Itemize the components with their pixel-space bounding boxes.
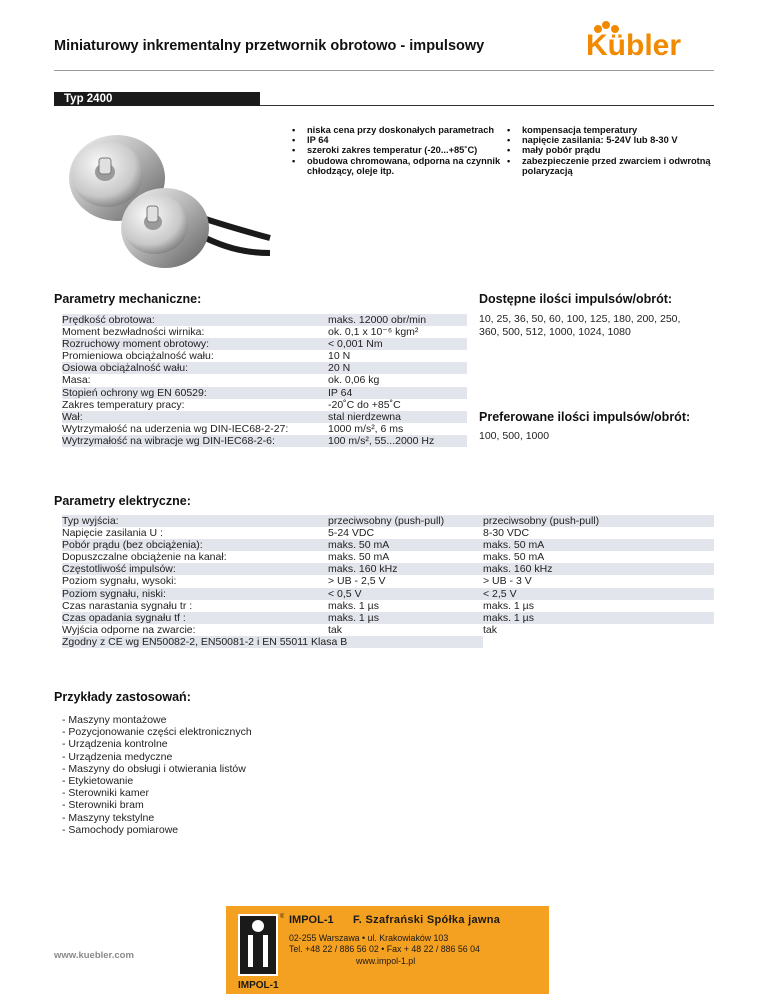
value-8-30v: tak <box>483 623 498 636</box>
company-full: F. Szafrański Spółka jawna <box>353 914 501 926</box>
value-5-24v: maks. 1 µs <box>328 612 483 624</box>
mechanical-table <box>62 314 467 447</box>
pulses-heading: Dostępne ilości impulsów/obrót: <box>479 292 673 306</box>
pulses-line: 10, 25, 36, 50, 60, 100, 125, 180, 200, 250, <box>479 313 681 325</box>
param-label: Częstotliwość impulsów: <box>62 563 328 575</box>
param-label: Czas narastania sygnału tr : <box>62 599 193 612</box>
table-row <box>62 411 467 423</box>
table-row <box>62 338 467 350</box>
param-label: Osiowa obciążalność wału: <box>62 362 328 374</box>
svg-text:®: ® <box>280 914 284 920</box>
value-5-24v: maks. 160 kHz <box>328 563 483 575</box>
value-5-24v: maks. 50 mA <box>328 551 390 564</box>
distributor-box <box>226 906 549 994</box>
param-value: ok. 0,1 x 10⁻⁶ kgm² <box>328 326 419 339</box>
param-value: ok. 0,06 kg <box>328 374 380 387</box>
pulses-list <box>479 313 680 339</box>
value-8-30v: maks. 50 mA <box>483 539 714 551</box>
param-label: Wytrzymałość na wibracje wg DIN-IEC68-2-6: <box>62 435 328 447</box>
value-8-30v: przeciwsobny (push-pull) <box>483 515 714 527</box>
value-5-24v: tak <box>328 623 343 636</box>
value-8-30v: maks. 50 mA <box>483 551 545 564</box>
website-link[interactable]: www.kuebler.com <box>54 950 134 961</box>
table-row <box>62 624 714 636</box>
electrical-table <box>62 515 714 648</box>
feature-item: • niska cena przy doskonałych parametrach <box>290 125 505 135</box>
param-label: Wytrzymałość na uderzenia wg DIN-IEC68-2-27: <box>62 422 289 435</box>
mechanical-heading: Parametry mechaniczne: <box>54 292 202 306</box>
product-photo <box>55 118 275 278</box>
application-item: - Sterowniki kamer <box>62 787 149 800</box>
table-row <box>62 362 467 374</box>
table-row <box>62 551 714 563</box>
application-item: - Urządzenia kontrolne <box>62 738 168 751</box>
application-item: - Urządzenia medyczne <box>62 750 173 763</box>
param-value: -20˚C do +85˚C <box>328 398 401 411</box>
param-label: Zakres temperatury pracy: <box>62 398 185 411</box>
param-label: Typ wyjścia: <box>62 515 328 527</box>
feature-item: • zabezpieczenie przed zwarciem i odwrotną polaryzacją <box>505 156 720 176</box>
param-label: Wał: <box>62 411 328 423</box>
table-row <box>62 575 714 587</box>
kubler-logo <box>584 20 714 60</box>
type-bar <box>54 92 714 106</box>
application-item: - Samochody pomiarowe <box>62 823 179 836</box>
electrical-heading: Parametry elektryczne: <box>54 494 191 508</box>
param-label: Poziom sygnału, niski: <box>62 588 328 600</box>
preferred-heading: Preferowane ilości impulsów/obrót: <box>479 410 691 424</box>
table-row <box>62 600 714 612</box>
table-row <box>62 527 714 539</box>
applications-heading: Przykłady zastosowań: <box>54 690 191 704</box>
value-5-24v: maks. 50 mA <box>328 539 483 551</box>
preferred-values: 100, 500, 1000 <box>479 430 550 442</box>
value-8-30v: > UB - 3 V <box>483 575 532 588</box>
param-label: Pobór prądu (bez obciążenia): <box>62 539 328 551</box>
header-divider <box>54 70 714 71</box>
table-row <box>62 399 467 411</box>
value-8-30v: < 2,5 V <box>483 588 714 600</box>
value-8-30v: maks. 1 µs <box>483 599 534 612</box>
table-row <box>62 374 467 386</box>
applications-list <box>62 714 252 836</box>
application-item: - Maszyny tekstylne <box>62 811 155 824</box>
company-short: IMPOL-1 <box>289 914 334 926</box>
distributor-website[interactable]: www.impol-1.pl <box>356 956 416 966</box>
param-value: 100 m/s², 55...2000 Hz <box>328 435 467 447</box>
table-row <box>62 326 467 338</box>
param-label: Moment bezwładności wirnika: <box>62 326 205 339</box>
ce-note: Zgodny z CE wg EN50082-2, EN50081-2 i EN 55011 Klasa B <box>62 636 483 648</box>
value-8-30v: maks. 160 kHz <box>483 563 714 575</box>
pulses-line: 360, 500, 512, 1000, 1024, 1080 <box>479 326 631 338</box>
value-5-24v: przeciwsobny (push-pull) <box>328 515 483 527</box>
ce-row <box>62 636 714 648</box>
param-label: Stopień ochrony wg EN 60529: <box>62 387 328 399</box>
table-row <box>62 515 714 527</box>
application-item: - Maszyny do obsługi i otwierania listów <box>62 762 246 775</box>
feature-item: • obudowa chromowana, odporna na czynnik chłodzący, oleje itp. <box>290 156 505 176</box>
application-item: - Maszyny montażowe <box>62 714 167 726</box>
value-8-30v: maks. 1 µs <box>483 612 714 624</box>
table-row <box>62 612 714 624</box>
param-label: Promieniowa obciążalność wału: <box>62 350 214 363</box>
param-value: 10 N <box>328 350 351 363</box>
impol-logo <box>236 910 284 992</box>
table-row <box>62 588 714 600</box>
param-value: maks. 12000 obr/min <box>328 314 467 326</box>
table-row <box>62 314 467 326</box>
param-value: IP 64 <box>328 387 467 399</box>
value-5-24v: maks. 1 µs <box>328 599 379 612</box>
param-label: Wyjścia odporne na zwarcie: <box>62 623 196 636</box>
param-label: Masa: <box>62 374 91 387</box>
param-value: 1000 m/s², 6 ms <box>328 422 404 435</box>
table-row <box>62 435 467 447</box>
param-label: Czas opadania sygnału tf : <box>62 612 328 624</box>
value-5-24v: > UB - 2,5 V <box>328 575 386 588</box>
application-item: - Etykietowanie <box>62 775 134 788</box>
value-5-24v: < 0,5 V <box>328 588 483 600</box>
feature-item: • napięcie zasilania: 5-24V lub 8-30 V <box>505 135 720 145</box>
feature-item: • IP 64 <box>290 135 505 145</box>
table-row <box>62 563 714 575</box>
brand-name: Kübler <box>586 29 682 60</box>
type-label: Typ 2400 <box>54 92 260 106</box>
param-label: Napięcie zasilania U : <box>62 527 163 540</box>
table-row <box>62 423 467 435</box>
address: 02-255 Warszawa • ul. Krakowiaków 103 <box>289 933 449 943</box>
table-row <box>62 350 467 362</box>
param-value: < 0,001 Nm <box>328 338 467 350</box>
page-title: Miniaturowy inkrementalny przetwornik obrotowo - impulsowy <box>54 38 485 54</box>
feature-item: • mały pobór prądu <box>505 145 720 155</box>
param-label: Dopuszczalne obciążenie na kanał: <box>62 551 227 564</box>
application-item: - Pozycjonowanie części elektronicznych <box>62 726 252 739</box>
features-right <box>505 125 720 176</box>
value-5-24v: 5-24 VDC <box>328 527 375 540</box>
features-left <box>290 125 505 176</box>
param-value: stal nierdzewna <box>328 411 467 423</box>
phone-fax: Tel. +48 22 / 886 56 02 • Fax + 48 22 / 886 56 04 <box>289 944 480 954</box>
application-item: - Sterowniki bram <box>62 799 144 812</box>
table-row <box>62 539 714 551</box>
table-row <box>62 387 467 399</box>
ce-spacer <box>483 636 714 648</box>
param-value: 20 N <box>328 362 467 374</box>
value-8-30v: 8-30 VDC <box>483 527 530 540</box>
param-label: Rozruchowy moment obrotowy: <box>62 338 328 350</box>
param-label: Prędkość obrotowa: <box>62 314 328 326</box>
feature-item: • szeroki zakres temperatur (-20...+85˚C) <box>290 145 505 155</box>
feature-item: • kompensacja temperatury <box>505 125 720 135</box>
impol-logo-text: IMPOL-1 <box>238 980 279 991</box>
param-label: Poziom sygnału, wysoki: <box>62 575 177 588</box>
